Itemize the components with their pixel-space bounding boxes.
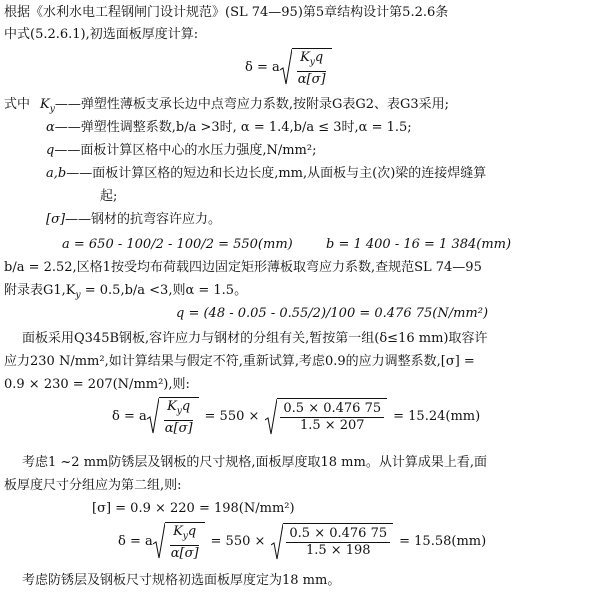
para2-line-1: 面板采用Q345B钢板,容许应力与钢材的分组有关,暂按第一组(δ≤16 mm)取容许 — [22, 331, 488, 346]
formula-lhs: δ = a — [245, 60, 280, 76]
sigma-calculation: [σ] = 0.9 × 220 = 198(N/mm²) — [92, 501, 295, 516]
where-q: q——面板计算区格中心的水压力强度,N/mm²; — [46, 143, 317, 158]
conclusion: 考虑防锈层及钢板尺寸规格初选面板厚度定为18 mm。 — [22, 573, 341, 588]
where-ab: a,b——面板计算区格的短边和长边长度,mm,从面板与主(次)梁的连接焊缝算 — [46, 166, 487, 181]
where-ky: 式中 $K_y——$弹塑性薄板支承长边中点弯应力系数,按附录G表G2、表G3采用; — [4, 97, 450, 115]
para2-line-2: 应力230 N/mm²,如计算结果与假定不符,重新试算,考虑0.9的应力调整系数,[σ] = — [4, 354, 475, 369]
formula-calc-2: δ = a $\frac{K_yq}{\alpha[\sigma]}$ = 550 × $\frac{0.5 \times 0.476 75}{1.5 \times 198}$ = 15.58(mm) — [118, 524, 487, 561]
sqrt-symbol — [280, 48, 332, 88]
formula-thickness — [245, 48, 332, 88]
dim-b: b = 1 400 - 16 = 1 384(mm) — [326, 237, 512, 252]
intro-line-1: 根据《水利水电工程钢闸门设计规范》(SL 74—95)第5章结构设计第5.2.6条 — [4, 5, 449, 20]
para3-line-1: 考虑1 ~2 mm防锈层及钢板的尺寸规格,面板厚度取18 mm。从计算成果上看,面 — [22, 455, 487, 470]
sqrt-symbol: $\frac{0.5 \times 0.476 75}{1.5 \times 207}$ — [265, 398, 387, 436]
q-calculation: q = (48 - 0.05 - 0.55/2)/100 = 0.476 75(N/mm²) — [176, 306, 489, 321]
para1-line-1: b/a = 2.52,区格1按受均布荷载四边固定矩形薄板取弯应力系数,查规范SL 74—95 — [4, 260, 482, 275]
para2-line-3: 0.9 × 230 = 207(N/mm²),则: — [4, 377, 190, 392]
para1-line-2: 附录表$G1,K_y = 0.5,b/a <3$,则α = 1.5。 — [4, 283, 248, 301]
where-sigma: [σ]——钢材的抗弯容许应力。 — [46, 212, 222, 227]
para3-line-2: 板厚度尺寸分组应为第二组,则: — [4, 478, 182, 493]
dim-a: a = 650 - 100/2 - 100/2 = 550(mm) — [62, 237, 293, 252]
sqrt-symbol: $\frac{K_yq}{\alpha[\sigma]}$ — [153, 522, 205, 562]
where-ab-continued: 起; — [100, 189, 118, 204]
where-alpha: α——弹塑性调整系数,b/a >3时, α = 1.4,b/a ≤ 3时,α = 1.5; — [46, 120, 412, 135]
sqrt-symbol: $\frac{K_yq}{\alpha[\sigma]}$ — [147, 397, 199, 437]
intro-line-2: 中式(5.2.6.1),初选面板厚度计算: — [4, 27, 199, 42]
fraction: $\frac{K_yq}{\alpha[\sigma]}$ — [297, 50, 326, 87]
formula-calc-1: δ = a $\frac{K_yq}{\alpha[\sigma]}$ = 550 × $\frac{0.5 \times 0.476 75}{1.5 \times 207}$ = 15.24(mm) — [112, 399, 481, 436]
sqrt-symbol: $\frac{0.5 \times 0.476 75}{1.5 \times 198}$ — [271, 523, 393, 561]
